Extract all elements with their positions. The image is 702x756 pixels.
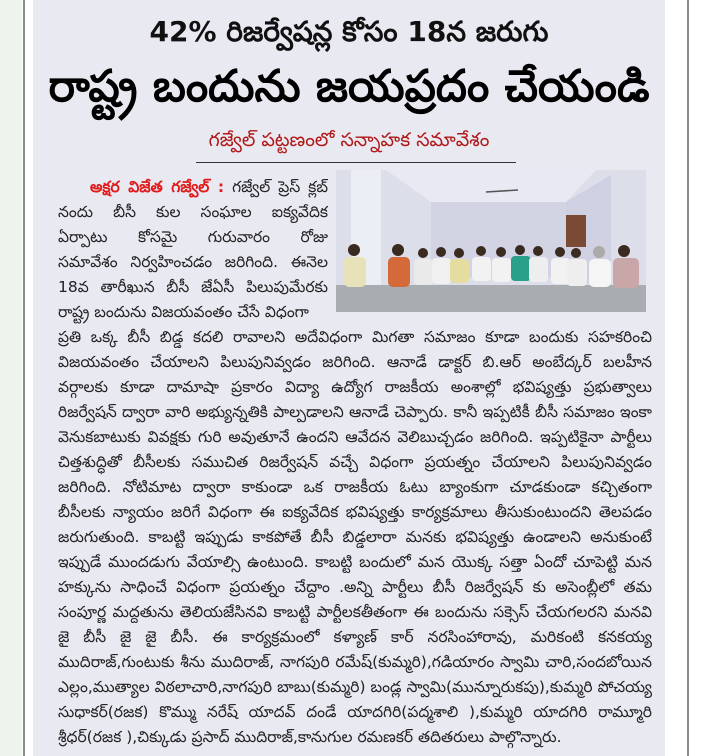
headline-title: రాష్ట్ర బందును జయప్రదం చేయండి xyxy=(48,61,650,112)
article-lead-line: ఏర్పాటు కోసమై గురువారం రోజు xyxy=(58,228,328,246)
article-body-line: వెనుకబాటుకు వివక్షకు గురి అవుతూనే ఉందని ఆవేదన వెలిబుచ్చడం జరిగింది. ఇప్పటికైనా పార్టీలు xyxy=(58,428,652,446)
article-body-line: రిజర్వేషన్ ద్వారా వారి అభ్యున్నతికి పాల్పడాలని ఆనాడే చెప్పారు. కానీ ఇప్పటికీ బీసీ సమాజం ఇంకా xyxy=(58,403,652,421)
meeting-photo xyxy=(336,170,646,312)
headline-subtitle: గజ్వేల్ పట్టణంలో సన్నాహక సమావేశం xyxy=(208,129,490,151)
article-body-line: వర్గాలకు కూడా దామాషా ప్రకారం విద్యా ఉద్యోగ రాజకీయ అంశాల్లో భవిష్యత్తు ప్రభుత్వాలు xyxy=(58,378,652,396)
right-border xyxy=(687,0,689,756)
left-border xyxy=(23,0,25,756)
article-lead-text: గజ్వేల్ ప్రెస్ క్లబ్ xyxy=(224,178,328,196)
article-body-line: ప్రతి ఒక్క బీసీ బిడ్డ కదలి రావాలని అదేవిధంగా మిగతా సమాజం కూడా బందుకు సహకరించి xyxy=(58,328,652,346)
article-lead-line: రాష్ట్ర బందును విజయవంతం చేసే విధంగా xyxy=(58,303,309,321)
article-body-line: సుధాకర్(రజక) కొమ్ము నరేష్ యాదవ్ దండే యాదగిరి(పద్మశాలి ),కుమ్మరి యాదగిరి రామ్మూరి xyxy=(58,703,652,721)
article-body-line: విజయవంతం చేయాలని పిలుపునివ్వడం జరిగింది. ఆనాడే డాక్టర్ బి.ఆర్ అంబేద్కర్ బలహీన xyxy=(58,353,652,371)
meeting-photo-illustration xyxy=(336,170,646,312)
article-body-line: జరిగింది. నోటిమాట ద్వారా కాకుండా ఒక రాజకీయ ఓటు బ్యాంకుగా చూడకుండా కచ్చితంగా xyxy=(58,478,652,496)
article-body-line: ఎల్లం,ముత్యాల విఠలాచారి,నాగపురి బాబు(కుమ్మరి) బండ్ల స్వామి(మున్నూరుకపు),కుమ్మరి పోచయ్య xyxy=(58,678,652,696)
subtitle-underline xyxy=(196,162,516,163)
article-lead-line: 18వ తారీఖున బీసీ జేఏసీ పిలుపుమేరకు xyxy=(58,278,328,296)
article-body-line: జై బీసీ జై జై బీసీ. ఈ కార్యక్రమంలో కళ్యాణ్ కార్ నరసింహారావు, మరికంటి కనకయ్య xyxy=(58,628,652,646)
article-lead-line xyxy=(90,175,328,200)
article-lead-line: సమావేశం నిర్వహించడం జరిగింది. ఈనెల xyxy=(58,253,328,271)
article-body-line: ఇప్పుడే ముందడుగు వేయాల్సి ఉంటుంది. కాబట్టి బందులో మన యొక్క సత్తా ఏందో చూపెట్టి మన xyxy=(58,553,652,571)
article-body-line: ముదిరాజ్,గుంటుకు శీను ముదిరాజ్, నాగపురి రమేష్(కుమ్మరి),గడియారం స్వామి చారి,సందబోయిన xyxy=(58,653,652,671)
article-body-line: చిత్తశుద్ధితో బీసీలకు సముచిత రిజర్వేషన్ వచ్చే విధంగా ప్రయత్నం చేయాలని పిలుపునివ్వడం xyxy=(58,453,652,471)
article-body-line: బీసీలకు న్యాయం జరిగే విధంగా ఈ ఐక్యవేదిక భవిష్యత్తు కార్యక్రమాలు తీసుకుంటుందని తెలపడం xyxy=(58,503,652,521)
article-body-line: శ్రీధర్(రజక ),చిక్కుడు ప్రసాద్ ముదిరాజ్,కానుగుల రమణకర్ తదితరులు పాల్గొన్నారు. xyxy=(58,728,562,746)
article-body-line: సంపూర్ణ మద్దతును తెలియజేసినవి కాబట్టి పార్టీలకతీతంగా ఈ బందును సక్సెస్ చేయగలరని మనవి xyxy=(58,603,652,621)
article-dateline: అక్షర విజేత గజ్వేల్ : xyxy=(90,178,225,196)
article-body-line: హక్కును సాధించే విధంగా ప్రయత్నం చేద్దాం .అన్ని పార్టీలు బీసీ రిజర్వేషన్ కు అసెంబ్లీలో తమ xyxy=(58,578,652,596)
left-margin-strip xyxy=(0,0,22,756)
article-lead-line: నందు బీసీ కుల సంఘాల ఐక్యవేదిక xyxy=(58,203,328,221)
article-body-line: జరుగుతుంది. కాబట్టి ఇప్పుడు కాకపోతే బీసీ బిడ్డలారా మనకు భవిష్యత్తు ఉండాలని అనుకుంటే xyxy=(58,528,652,546)
headline-kicker: 42% రిజర్వేషన్ల కోసం 18న జరుగు xyxy=(149,15,549,48)
